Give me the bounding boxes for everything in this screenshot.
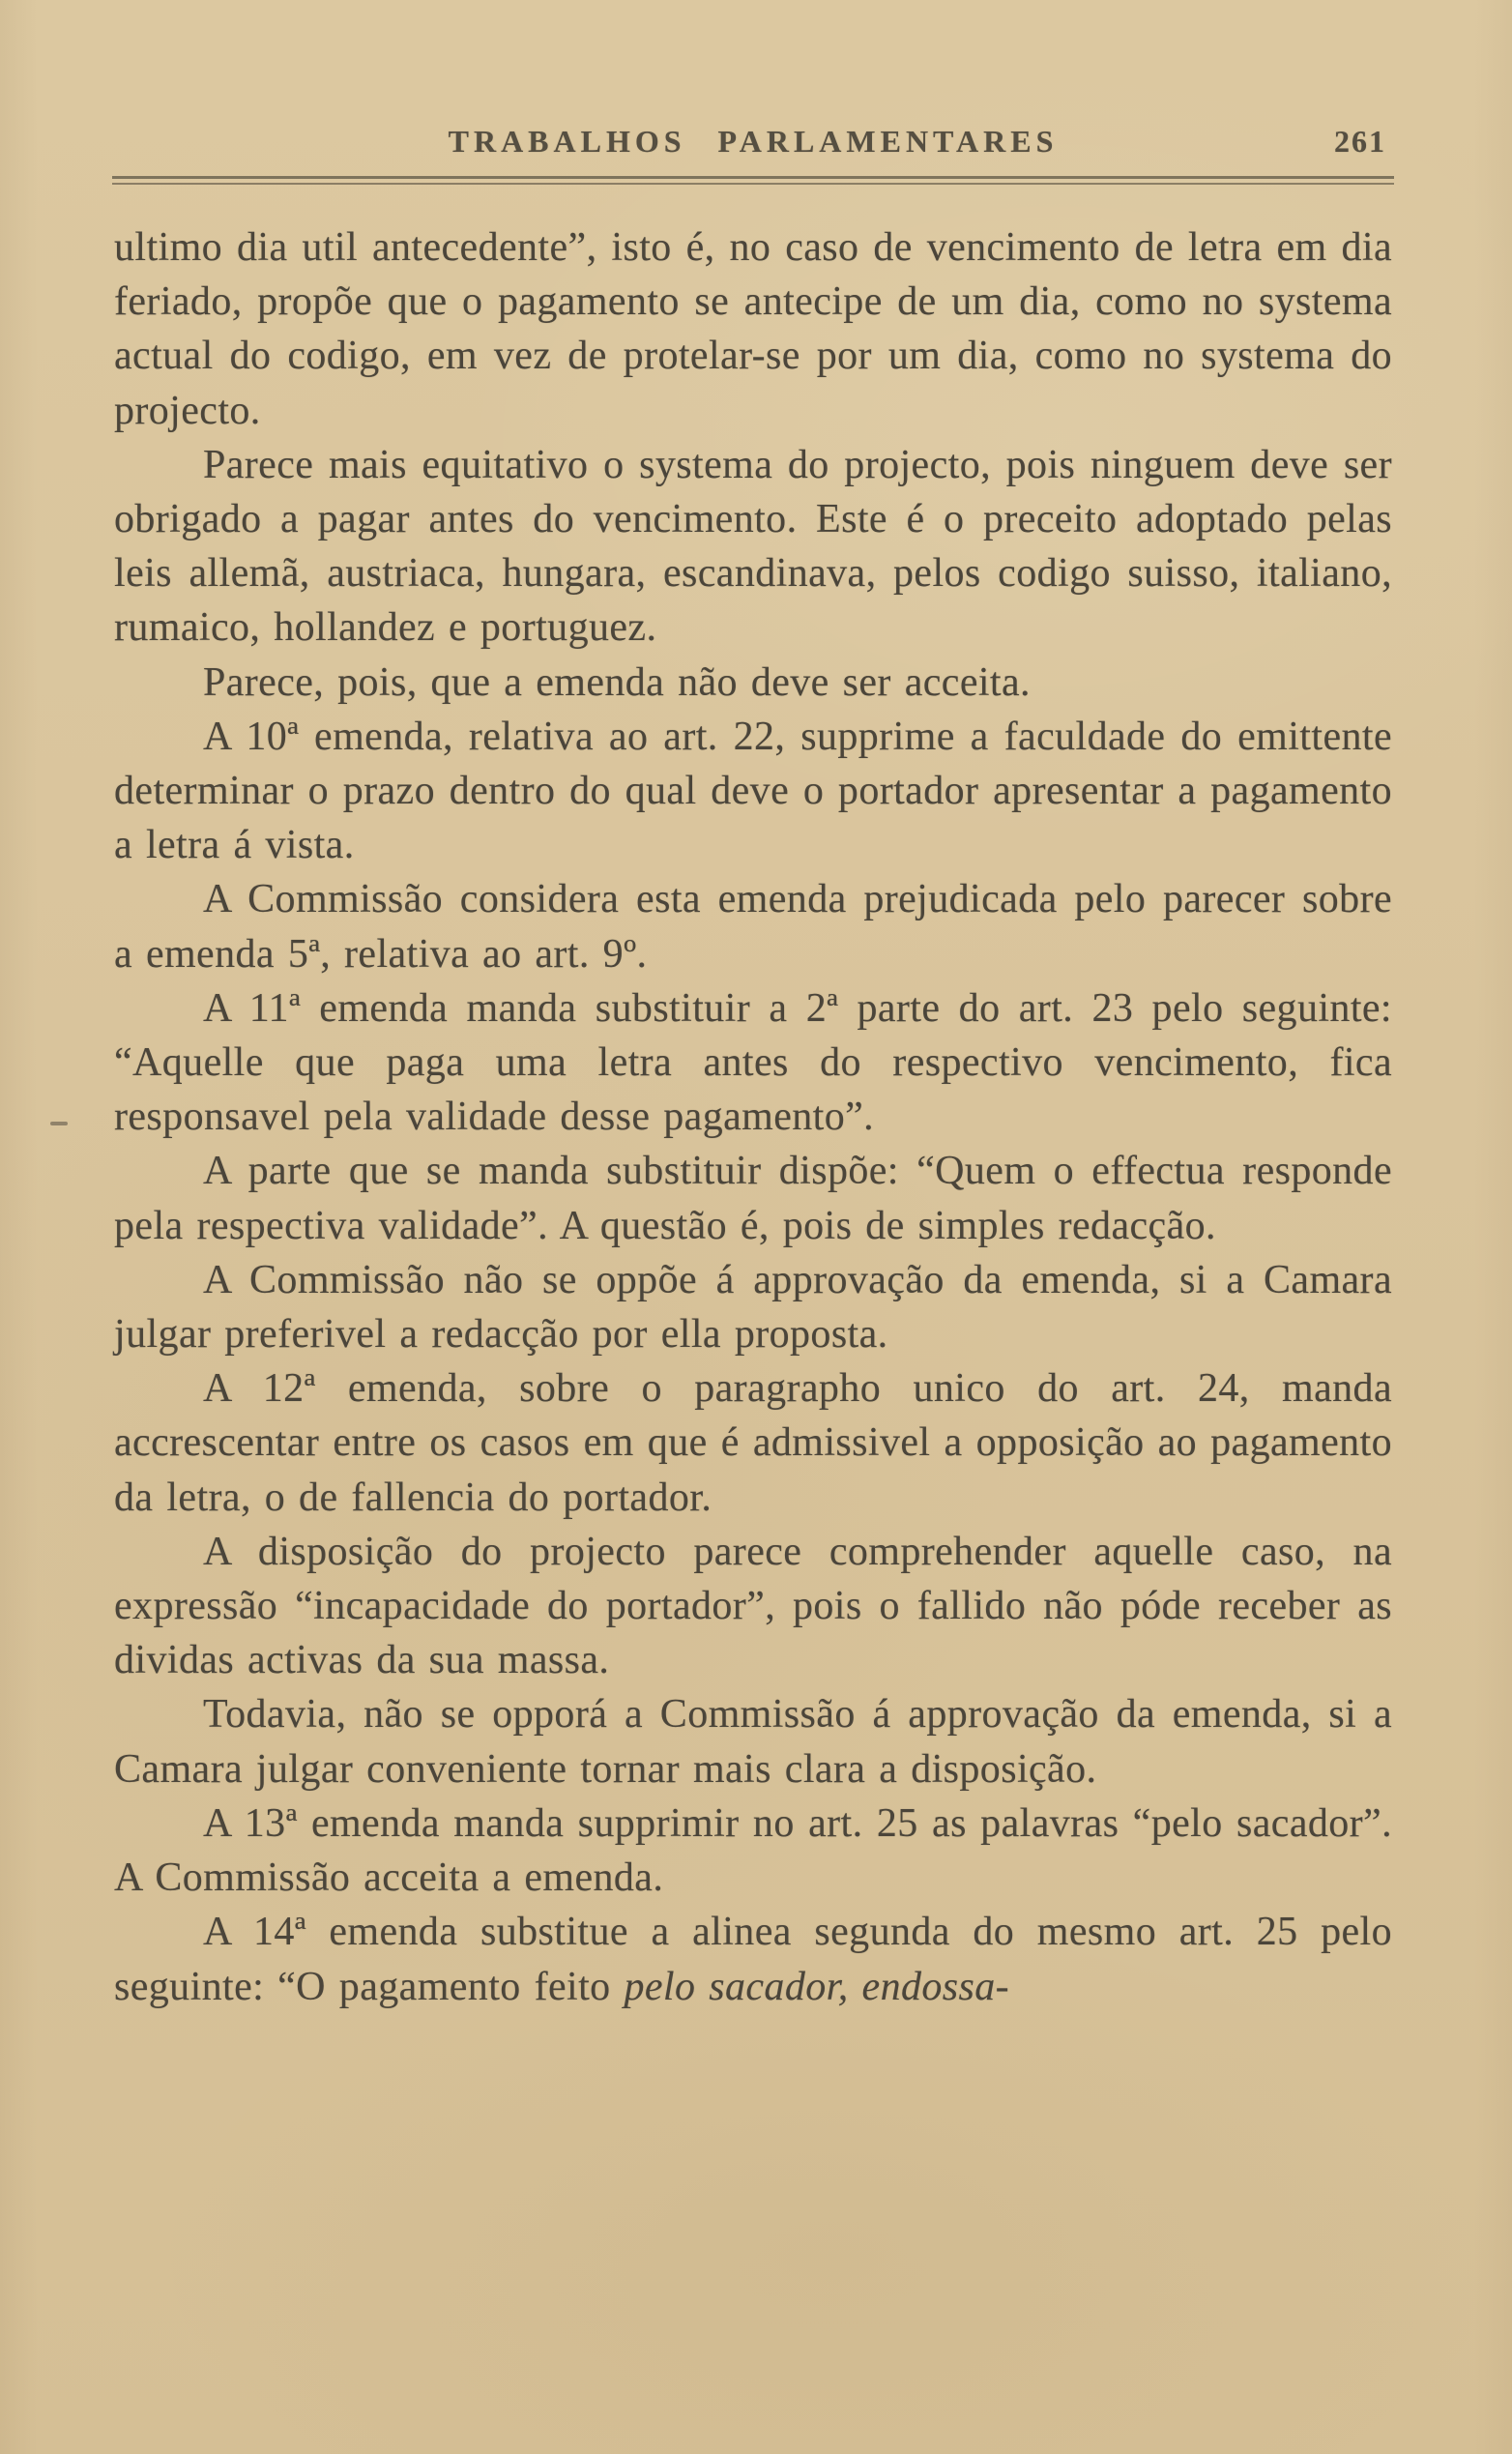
- text-run: A 11ª emenda manda substituir a 2ª parte do art. 23 pelo seguinte: “Aquelle que paga uma letra antes do respectivo vencimento, fica responsavel pela validade desse pagamento”.: [114, 985, 1392, 1140]
- scan-artifact-dash: [50, 1122, 68, 1125]
- text-run: Parece, pois, que a emenda não deve ser acceita.: [203, 659, 1031, 705]
- text-run: Todavia, não se opporá a Commissão á approvação da emenda, si a Camara julgar conveniente tornar mais clara a disposição.: [114, 1692, 1392, 1792]
- running-title: TRABALHOS PARLAMENTARES: [448, 124, 1059, 159]
- header-double-rule: [112, 176, 1394, 185]
- page-header: [114, 124, 1392, 170]
- paragraph: [114, 220, 1392, 438]
- paragraph: [114, 1525, 1392, 1688]
- page-number: 261: [1334, 124, 1386, 159]
- paragraph: [114, 1797, 1392, 1905]
- text-run: A 13ª emenda manda supprimir no art. 25 as palavras “pelo sacador”. A Commissão acceita a emenda.: [114, 1800, 1392, 1901]
- paragraph: [114, 1144, 1392, 1252]
- text-run: ultimo dia util antecedente”, isto é, no caso de vencimento de letra em dia feriado, propõe que o pagamento se antecipe de um dia, como no systema actual do codigo, em vez de protelar-se por um dia, como no systema do projecto.: [114, 225, 1392, 433]
- paragraph: [114, 981, 1392, 1145]
- text-run: A Commissão considera esta emenda prejudicada pelo parecer sobre a emenda 5ª, relativa ao art. 9º.: [114, 877, 1392, 977]
- text-run: A disposição do projecto parece comprehender aquelle caso, na expressão “incapacidade do portador”, pois o fallido não póde receber as dividas activas da sua massa.: [114, 1529, 1392, 1683]
- paragraph: [114, 1253, 1392, 1361]
- paragraph: [114, 438, 1392, 656]
- text-run: A parte que se manda substituir dispõe: “Quem o effectua responde pela respectiva validade”. A questão é, pois de simples redacção.: [114, 1149, 1392, 1248]
- text-run: A 12ª emenda, sobre o paragrapho unico do art. 24, manda accrescentar entre os casos em que é admissivel a opposição ao pagamento da letra, o de fallencia do portador.: [114, 1366, 1392, 1520]
- text-run: A Commissão não se oppõe á approvação da emenda, si a Camara julgar preferivel a redacção por ella proposta.: [114, 1257, 1392, 1358]
- paragraph: [114, 656, 1392, 710]
- text-run: A 10ª emenda, relativa ao art. 22, supprime a faculdade do emittente determinar o prazo dentro do qual deve o portador apresentar a pagamento a letra á vista.: [114, 714, 1392, 868]
- paragraph: [114, 1905, 1392, 2013]
- paragraph: [114, 710, 1392, 873]
- page-body: [114, 220, 1392, 2014]
- italic-text-run: pelo sacador, endossa-: [624, 1964, 1010, 2009]
- paragraph: [114, 872, 1392, 980]
- text-run: A 14ª emenda substitue a alinea segunda do mesmo art. 25 pelo seguinte: “O pagamento feito: [114, 1910, 1392, 2009]
- text-run: Parece mais equitativo o systema do projecto, pois ninguem deve ser obrigado a pagar antes do vencimento. Este é o preceito adoptado pelas leis allemã, austriaca, hungara, escandinava, pelos codigo suisso, italiano, rumaico, hollandez e portuguez.: [114, 442, 1392, 651]
- paragraph: [114, 1361, 1392, 1525]
- paragraph: [114, 1687, 1392, 1796]
